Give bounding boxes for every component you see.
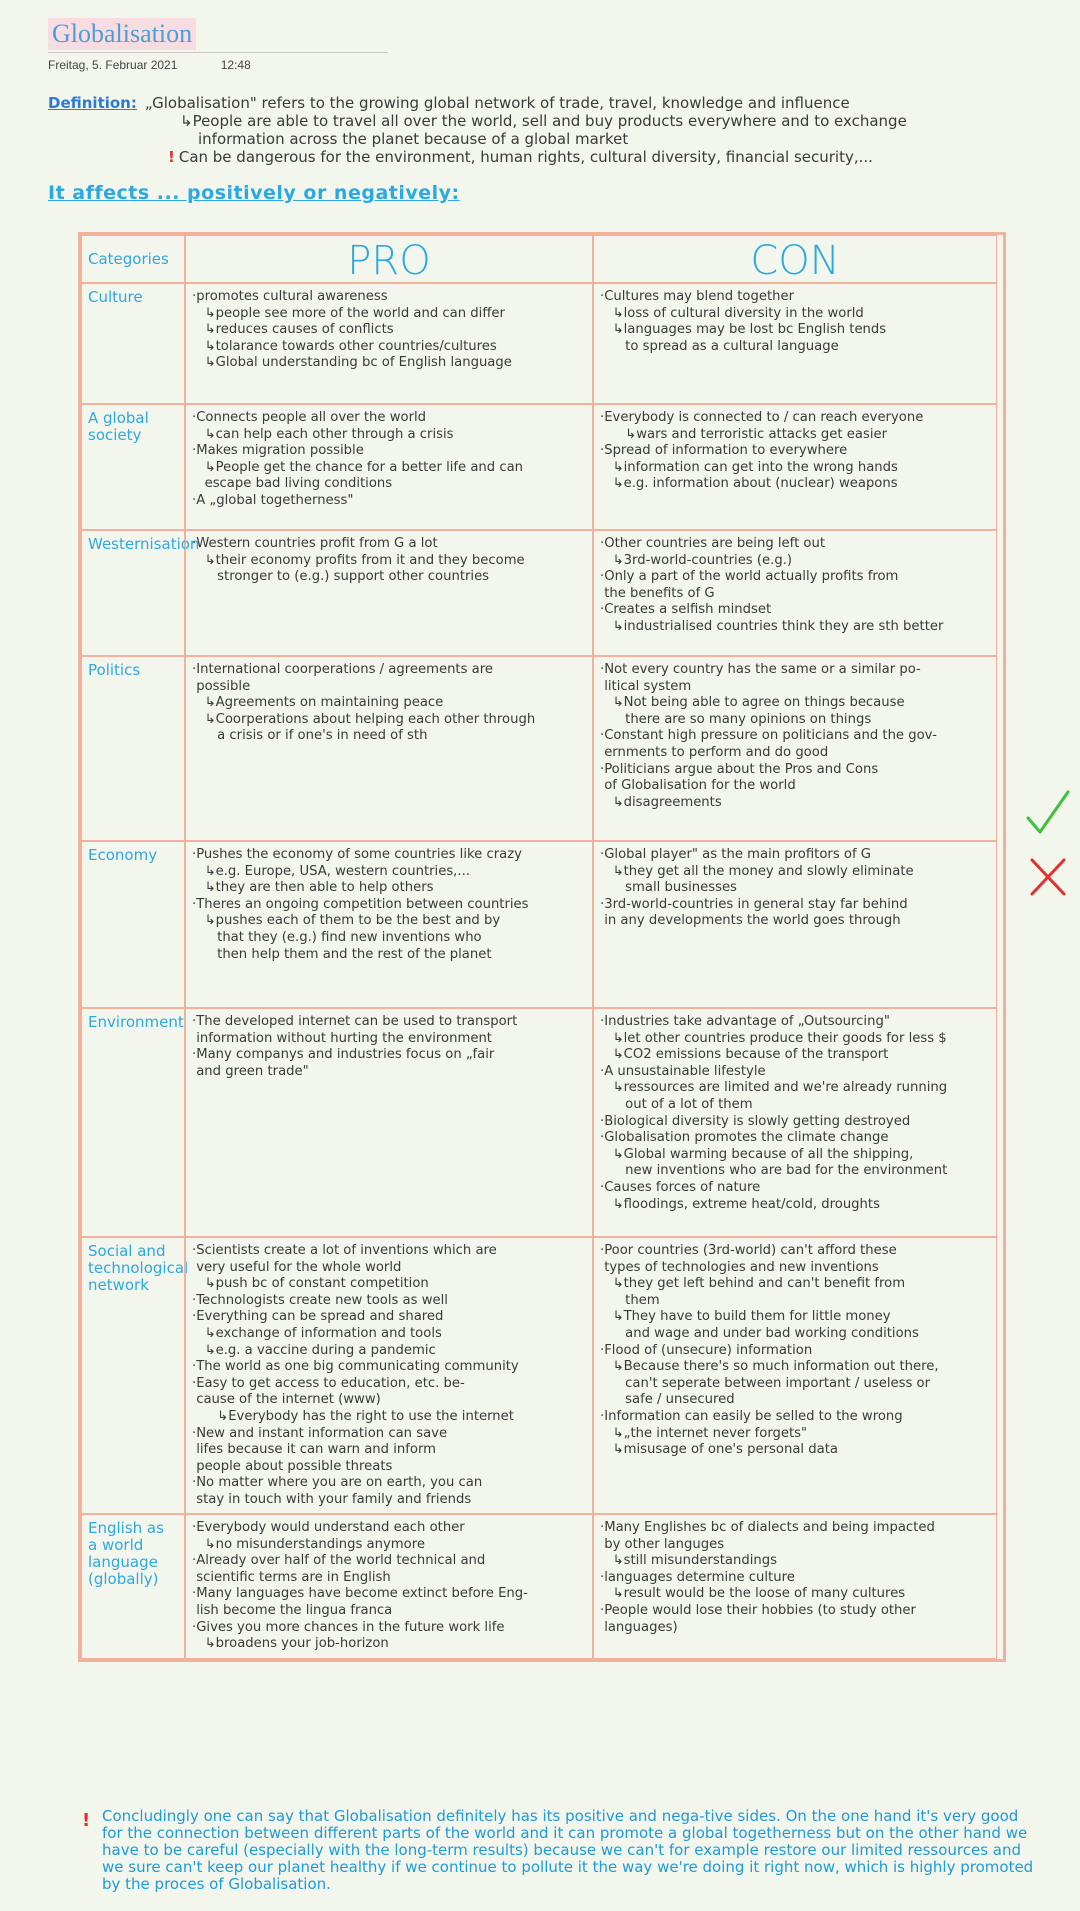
con-line: ·A unsustainable lifestyle [600,1063,766,1079]
table-header-categories: Categories [81,235,185,283]
con-cell [593,1514,997,1659]
con-line: ·Poor countries (3rd-world) can't afford these [600,1243,897,1258]
con-line: ↳ressources are limited and we're already running [600,1080,948,1096]
category-cell [81,283,185,404]
pro-line: a crisis or if one's in need of sth [192,728,428,744]
con-line: ·Politicians argue about the Pros and Cons [600,761,879,777]
pro-line: lish become the lingua franca [192,1602,393,1618]
con-line: ↳let other countries produce their goods for less $ [600,1030,947,1046]
con-line: small businesses [600,880,737,896]
con-line: ·Causes forces of nature [600,1179,761,1195]
con-line: ·Industries take advantage of „Outsourcing" [600,1014,890,1029]
category-line: language [88,1553,158,1571]
pro-line: ↳Global understanding bc of English language [192,355,512,371]
pro-line: escape bad living conditions [192,476,393,492]
check-icon [1024,788,1072,838]
pro-line: ·The developed internet can be used to transport [192,1014,518,1029]
conclusion-text: Concludingly one can say that Globalisation definitely has its positive and nega-tive sides. On the one hand it's very good for the connection between different parts of the world and it can promote a global togetherness but on the other hand we have to be careful (especially with the long-term results) because we can't for example restore our limited ressources and we sure can't keep our planet healthy if we continue to pollute it the way we're doing it right now, which is highly promoted by the proces of Globalisation. [102,1807,1034,1893]
pro-line: stay in touch with your family and friends [192,1491,472,1507]
category-line: Environment [88,1013,184,1031]
pro-line: ↳can help each other through a crisis [192,426,454,442]
pro-line: ↳reduces causes of conflicts [192,322,394,338]
pro-line: ↳e.g. Europe, USA, western countries,... [192,863,470,879]
con-line: of Globalisation for the world [600,778,796,794]
definition-line-4: Can be dangerous for the environment, human rights, cultural diversity, financial security,... [178,148,873,166]
con-cell [593,841,997,1008]
pro-cell [185,1008,593,1237]
pro-line: ↳tolarance towards other countries/cultures [192,338,497,354]
con-line: ↳they get all the money and slowly eliminate [600,863,914,879]
pro-line: ↳People get the chance for a better life and can [192,459,524,475]
con-line: ·Only a part of the world actually profits from [600,569,899,585]
page-date: Freitag, 5. Februar 2021 [48,58,178,72]
con-line: ·Constant high pressure on politicians and the gov- [600,728,937,744]
con-line: them [600,1292,660,1308]
pro-line: ↳no misunderstandings anymore [192,1536,425,1552]
pro-line: stronger to (e.g.) support other countries [192,569,490,585]
con-line: ·Many Englishes bc of dialects and being impacted [600,1520,935,1535]
pro-line: ↳pushes each of them to be the best and by [192,913,501,929]
con-line: ↳misusage of one's personal data [600,1442,838,1458]
category-cell [81,1237,189,1514]
con-line: ·Global player" as the main profitors of G [600,847,872,862]
pro-line: ·Theres an ongoing competition between countries [192,896,529,912]
category-line: technological [88,1259,189,1277]
con-cell [593,1008,997,1237]
page-title: Globalisation [48,18,196,50]
con-line: ↳languages may be lost bc English tends [600,322,887,338]
con-line: to spread as a cultural language [600,338,839,354]
category-line: (globally) [88,1570,159,1588]
pro-cell [185,1237,593,1514]
con-line: ·3rd-world-countries in general stay far behind [600,896,908,912]
title-divider [48,52,388,53]
warning-icon: ! [168,148,175,166]
con-line: litical system [600,678,692,694]
con-line: new inventions who are bad for the environment [600,1163,948,1179]
definition-text: „Globalisation" refers to the growing global network of trade, travel, knowledge and influence [144,94,850,112]
definition-line-2: ↳People are able to travel all over the world, sell and buy products everywhere and to exchange [180,112,907,130]
pro-con-table [78,232,1006,1662]
con-line: ↳they get left behind and can't benefit from [600,1276,906,1292]
pro-line: ↳exchange of information and tools [192,1325,442,1341]
con-line: ·Biological diversity is slowly getting destroyed [600,1113,911,1129]
category-line: Culture [88,288,143,306]
pro-line: ·Connects people all over the world [192,410,427,425]
pro-line: ·International coorperations / agreements are [192,662,493,677]
con-line: ↳disagreements [600,794,722,810]
intro-section [48,94,1048,166]
category-line: a world [88,1536,144,1554]
category-cell [81,1008,185,1237]
pro-line: possible [192,678,251,694]
category-cell [81,1514,185,1659]
category-line: A global [88,409,149,427]
category-cell [81,656,185,841]
con-line: ↳Not being able to agree on things because [600,695,905,711]
con-line: languages) [600,1619,678,1635]
conclusion [82,1807,1042,1893]
pro-line: ·New and instant information can save [192,1425,448,1441]
con-cell [593,283,997,404]
pro-line: cause of the internet (www) [192,1392,381,1408]
category-line: Social and [88,1242,166,1260]
pro-line: that they (e.g.) find new inventions who [192,929,482,945]
con-line: ·Information can easily be selled to the wrong [600,1408,903,1424]
con-line: can't seperate between important / useless or [600,1375,931,1391]
pro-cell [185,530,593,656]
con-cell [593,656,997,841]
pro-cell [185,1514,593,1659]
con-line: ·Creates a selfish mindset [600,602,772,618]
con-line: ↳They have to build them for little money [600,1309,891,1325]
con-line: the benefits of G [600,585,715,601]
pro-cell [185,283,593,404]
con-line: ·Other countries are being left out [600,536,826,551]
con-line: ↳3rd-world-countries (e.g.) [600,552,793,568]
con-cell [593,1237,997,1514]
con-line: ·Everybody is connected to / can reach everyone [600,410,924,425]
table-header-con: CON [593,235,997,283]
pro-line: ·Easy to get access to education, etc. be- [192,1375,465,1391]
definition-line-3: information across the planet because of a global market [198,130,629,148]
pro-line: ↳Coorperations about helping each other through [192,711,536,727]
category-cell [81,404,185,530]
pro-line: ↳they are then able to help others [192,880,434,896]
pro-line: ·Many companys and industries focus on „fair [192,1047,495,1063]
con-line: out of a lot of them [600,1096,753,1112]
con-line: ↳floodings, extreme heat/cold, droughts [600,1196,880,1212]
pro-line: scientific terms are in English [192,1569,391,1585]
con-line: ↳industrialised countries think they are sth better [600,618,944,634]
pro-line: ·Already over half of the world technical and [192,1553,486,1569]
category-line: network [88,1276,149,1294]
con-line: ·languages determine culture [600,1569,795,1585]
pro-line: ·Scientists create a lot of inventions which are [192,1243,497,1258]
pro-line: ·Everybody would understand each other [192,1520,465,1535]
pro-cell [185,656,593,841]
pro-line: ·Western countries profit from G a lot [192,536,438,551]
cross-icon [1028,856,1068,898]
pro-line: very useful for the whole world [192,1259,402,1275]
pro-line: ↳Agreements on maintaining peace [192,695,444,711]
con-line: ·Spread of information to everywhere [600,443,848,459]
pro-line: lifes because it can warn and inform [192,1442,436,1458]
con-line: in any developments the world goes through [600,913,901,929]
affects-heading: It affects ... positively or negatively: [48,182,460,204]
category-line: English as [88,1519,164,1537]
pro-line: ·promotes cultural awareness [192,289,388,304]
con-line: by other languges [600,1536,725,1552]
con-line: ernments to perform and do good [600,744,829,760]
category-line: Economy [88,846,158,864]
con-line: ↳result would be the loose of many cultures [600,1586,906,1602]
page-time: 12:48 [220,58,251,72]
pro-line: ·No matter where you are on earth, you can [192,1475,483,1491]
pro-line: ·Gives you more chances in the future work life [192,1619,505,1635]
table-header-pro: PRO [185,235,593,283]
pro-line: ·Pushes the economy of some countries like crazy [192,847,522,862]
pro-line: ·The world as one big communicating community [192,1359,519,1375]
category-line: Politics [88,661,141,679]
pro-cell [185,404,593,530]
pro-line: ↳people see more of the world and can differ [192,305,505,321]
pro-line: ↳broadens your job-horizon [192,1636,389,1652]
con-line: ↳loss of cultural diversity in the world [600,305,864,321]
definition-label: Definition: [48,94,137,112]
pro-line: ·A „global togetherness" [192,492,354,508]
pro-line: information without hurting the environment [192,1030,492,1046]
con-line: ·Not every country has the same or a similar po- [600,662,921,677]
con-line: ·Globalisation promotes the climate change [600,1130,889,1146]
con-line: ↳e.g. information about (nuclear) weapons [600,476,898,492]
pro-line: ·Technologists create new tools as well [192,1292,448,1308]
con-line: ·Flood of (unsecure) information [600,1342,813,1358]
pro-line: ↳Everybody has the right to use the internet [192,1408,514,1424]
conclusion-warning-icon: ! [82,1810,91,1831]
con-line: and wage and under bad working conditions [600,1325,919,1341]
con-line: ↳CO2 emissions because of the transport [600,1047,889,1063]
category-line: Westernisation [88,535,200,553]
pro-line: then help them and the rest of the planet [192,946,492,962]
con-line: there are so many opinions on things [600,711,872,727]
pro-line: and green trade" [192,1063,309,1079]
con-cell [593,404,997,530]
pro-line: ·Many languages have become extinct before Eng- [192,1586,528,1602]
pro-line: ↳e.g. a vaccine during a pandemic [192,1342,436,1358]
con-cell [593,530,997,656]
pro-line: ·Everything can be spread and shared [192,1309,444,1325]
pro-line: ↳their economy profits from it and they become [192,552,525,568]
category-line: society [88,426,142,444]
con-line: ↳Because there's so much information out there, [600,1359,939,1375]
page-meta [48,58,251,72]
category-cell [81,841,185,1008]
con-line: ·Cultures may blend together [600,289,795,304]
con-line: ↳„the internet never forgets" [600,1425,808,1441]
con-line: safe / unsecured [600,1392,735,1408]
con-line: ·People would lose their hobbies (to study other [600,1602,916,1618]
pro-line: ↳push bc of constant competition [192,1276,429,1292]
con-line: types of technologies and new inventions [600,1259,879,1275]
pro-line: people about possible threats [192,1458,393,1474]
con-line: ↳Global warming because of all the shipping, [600,1146,914,1162]
con-line: ↳wars and terroristic attacks get easier [600,426,888,442]
pro-line: ·Makes migration possible [192,443,364,459]
con-line: ↳information can get into the wrong hands [600,459,898,475]
con-line: ↳still misunderstandings [600,1553,777,1569]
pro-cell [185,841,593,1008]
category-cell [81,530,200,656]
